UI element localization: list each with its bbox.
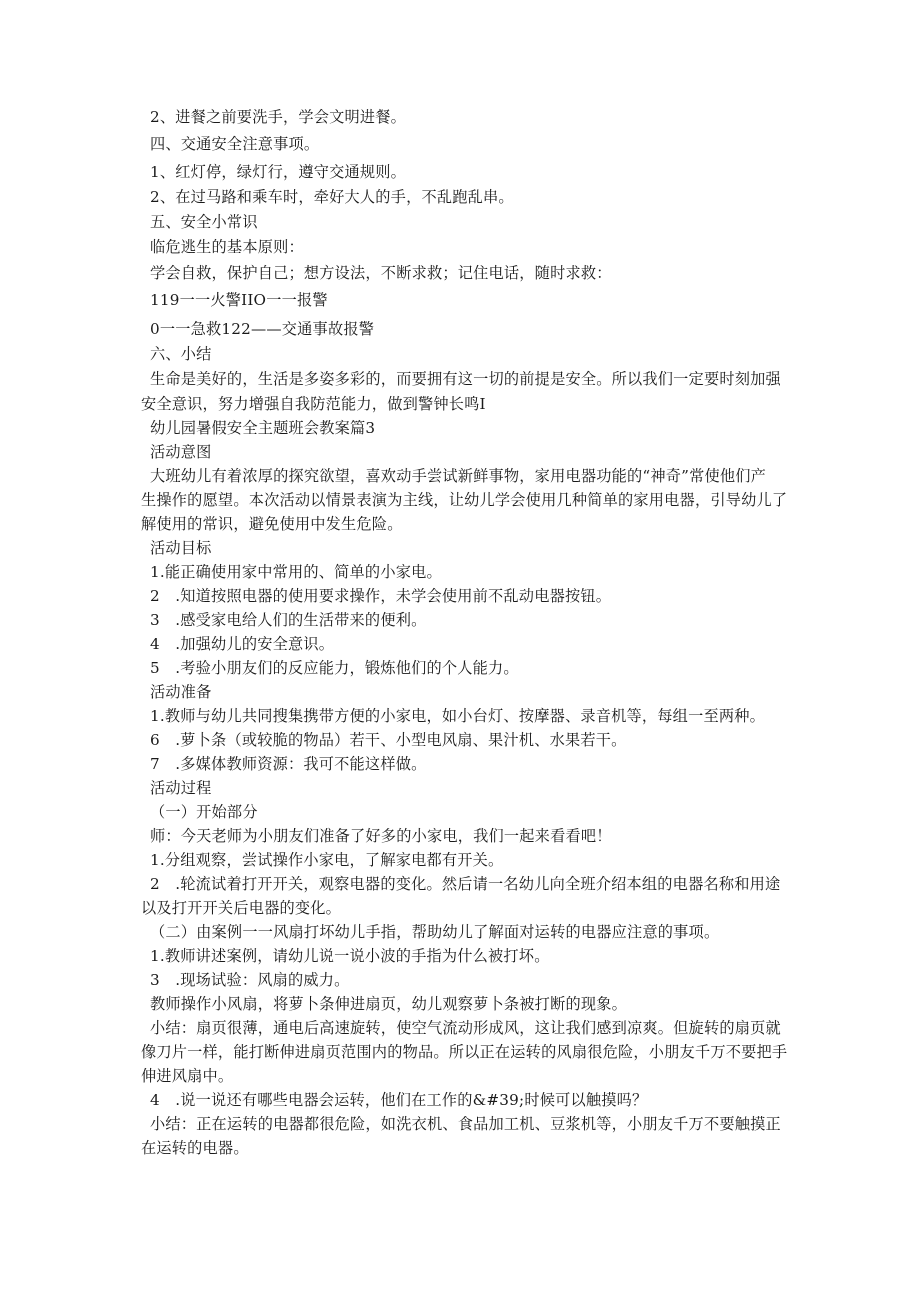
text-line: 生操作的愿望。本次活动以情景表演为主线，让幼儿学会使用几种简单的家用电器，引导幼儿了 <box>141 491 788 509</box>
text-line: 4 .加强幼儿的安全意识。 <box>150 635 335 653</box>
text-line: 2 .轮流试着打开开关，观察电器的变化。然后请一名幼儿向全班介绍本组的电器名称和用途 <box>150 875 781 893</box>
text-line: 0一一急救122——交通事故报警 <box>150 320 375 338</box>
text-line: 1.能正确使用家中常用的、简单的小家电。 <box>150 563 442 581</box>
text-line: 以及打开开关后电器的变化。 <box>141 899 342 917</box>
text-line: 大班幼儿有着浓厚的探究欲望，喜欢动手尝试新鲜事物，家用电器功能的“神奇”常使他们产 <box>150 467 767 485</box>
text-line: 师：今天老师为小朋友们准备了好多的小家电，我们一起来看看吧！ <box>150 827 612 845</box>
text-line: 4 .说一说还有哪些电器会运转，他们在工作的&#39;时候可以触摸吗？ <box>150 1091 648 1109</box>
text-line: 教师操作小风扇，将萝卜条伸进扇页，幼儿观察萝卜条被打断的现象。 <box>150 995 628 1013</box>
text-line: 3 .现场试验：风扇的威力。 <box>150 971 350 989</box>
text-line: （二）由案例一一风扇打坏幼儿手指，帮助幼儿了解面对运转的电器应注意的事项。 <box>150 923 720 941</box>
text-line: 6 .萝卜条（或较脆的物品）若干、小型电风扇、果汁机、水果若干。 <box>150 731 627 749</box>
text-line: 3 .感受家电给人们的生活带来的便利。 <box>150 611 427 629</box>
section-heading: 活动目标 <box>150 539 212 557</box>
section-heading: 四、交通安全注意事项。 <box>150 135 320 153</box>
text-line: 学会自救，保护自己；想方设法，不断求救；记住电话，随时求救： <box>150 264 612 282</box>
text-line: 小结：正在运转的电器都很危险，如洗衣机、食品加工机、豆浆机等，小朋友千万不要触摸正 <box>150 1115 781 1133</box>
text-line: 伸进风扇中。 <box>141 1067 234 1085</box>
section-heading: 五、安全小常识 <box>150 213 258 231</box>
text-line: 在运转的电器。 <box>141 1139 249 1157</box>
section-heading: 活动过程 <box>150 779 212 797</box>
text-line: 1.教师讲述案例，请幼儿说一说小波的手指为什么被打坏。 <box>150 947 550 965</box>
text-line: 像刀片一样，能打断伸进扇页范围内的物品。所以正在运转的风扇很危险，小朋友千万不要把手 <box>141 1043 788 1061</box>
text-line: 2 .知道按照电器的使用要求操作，未学会使用前不乱动电器按钮。 <box>150 587 612 605</box>
section-heading: 活动意图 <box>150 443 212 461</box>
text-line: 2、进餐之前要洗手，学会文明进餐。 <box>150 108 407 126</box>
text-line: 119一一火警IIO一一报警 <box>150 291 328 309</box>
text-line: 小结：扇页很薄，通电后高速旋转，使空气流动形成风，这让我们感到凉爽。但旋转的扇页就 <box>150 1019 781 1037</box>
section-heading: 活动准备 <box>150 683 212 701</box>
section-title: 幼儿园暑假安全主题班会教案篇3 <box>150 419 376 437</box>
text-line: 1、红灯停，绿灯行，遵守交通规则。 <box>150 163 407 181</box>
text-line: 解使用的常识，避免使用中发生危险。 <box>141 515 403 533</box>
text-line: 安全意识，努力增强自我防范能力，做到警钟长鸣I <box>141 395 486 413</box>
text-line: 2、在过马路和乘车时，牵好大人的手，不乱跑乱串。 <box>150 188 514 206</box>
text-line: （一）开始部分 <box>150 803 258 821</box>
text-line: 5 .考验小朋友们的反应能力，锻炼他们的个人能力。 <box>150 659 519 677</box>
text-line: 1.分组观察，尝试操作小家电，了解家电都有开关。 <box>150 851 504 869</box>
text-line: 7 .多媒体教师资源：我可不能这样做。 <box>150 755 427 773</box>
text-line: 临危逃生的基本原则： <box>150 238 304 256</box>
text-line: 1.教师与幼儿共同搜集携带方便的小家电，如小台灯、按摩器、录音机等，每组一至两种。 <box>150 707 766 725</box>
section-heading: 六、小结 <box>150 345 212 363</box>
text-line: 生命是美好的，生活是多姿多彩的，而要拥有这一切的前提是安全。所以我们一定要时刻加强 <box>150 370 781 388</box>
